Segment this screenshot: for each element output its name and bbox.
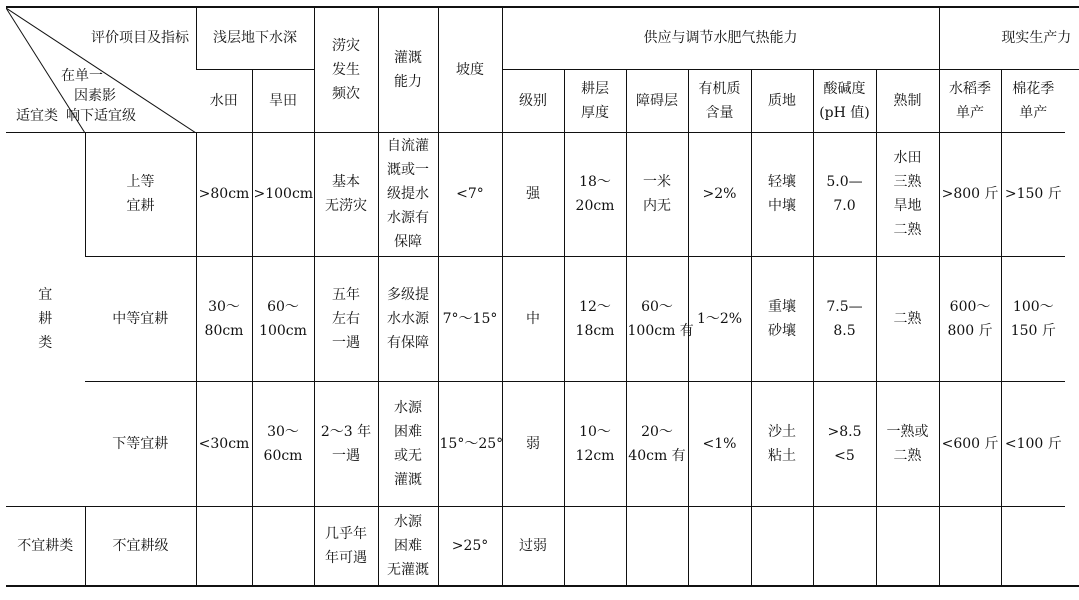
cotton-yield-cell: <100 斤 — [1001, 381, 1065, 506]
paddy-cell — [196, 506, 252, 586]
cell-text-line: 30～ — [208, 298, 240, 315]
header-text-line: 单产 — [956, 104, 985, 121]
barrier-cell — [626, 381, 688, 506]
irrigation-cell — [378, 132, 438, 256]
ph-cell — [813, 256, 876, 381]
dryland-cell — [252, 381, 314, 506]
cell-text-line: >8.5 — [827, 423, 862, 440]
header-text-line: 酸碱度 — [823, 80, 866, 97]
maturity-cell — [876, 506, 939, 586]
cell-text-line: 保障 — [394, 234, 422, 250]
header-supply-capacity: 供应与调节水肥气热能力 — [502, 7, 939, 69]
cotton-yield-cell — [1001, 506, 1065, 586]
cell-text-line: 7.0 — [833, 198, 856, 214]
cell-text-line: 无灌溉 — [387, 561, 429, 578]
cell-text-line: 100～ — [1012, 298, 1054, 315]
ph-cell — [813, 132, 876, 256]
header-text-line: 耕层 — [581, 80, 609, 97]
cell-text-line: 20～ — [641, 423, 673, 440]
rice-yield-cell: >800 斤 — [939, 132, 1001, 256]
rice-yield-cell: <600 斤 — [939, 381, 1001, 506]
cell-text-line: 水源有 — [387, 210, 429, 226]
cell-text-line: 60～ — [267, 298, 299, 315]
grade-cell — [85, 132, 196, 256]
cell-text-line: 粘土 — [768, 447, 796, 464]
plow-depth-cell — [564, 256, 626, 381]
cell-text-line: 水源 — [394, 513, 422, 530]
cell-text-line: 灌溉 — [394, 471, 422, 488]
cell-text-line: 40cm 有 — [628, 447, 686, 464]
maturity-cell: 二熟 — [876, 256, 939, 381]
cell-text-line: 一米 — [643, 174, 671, 190]
cotton-yield-cell: >150 斤 — [1001, 132, 1065, 256]
header-text-line: 发生 — [332, 61, 360, 78]
maturity-cell — [876, 132, 939, 256]
paddy-cell: <30cm — [196, 381, 252, 506]
grade-cell: 不宜耕级 — [85, 506, 196, 586]
cell-text-line: 150 斤 — [1010, 322, 1056, 339]
texture-cell — [751, 506, 813, 586]
header-text-line: 水稻季 — [949, 80, 992, 97]
level-cell: 中 — [502, 256, 564, 381]
cell-text-line: 一熟或 — [886, 423, 929, 440]
flood-cell — [314, 256, 378, 381]
table-row — [6, 506, 1079, 586]
header-text-line: 棉花季 — [1012, 80, 1055, 97]
corner-factor-label-1: 在单一 — [61, 68, 103, 84]
diagonal-corner-header — [6, 7, 196, 132]
rice-yield-cell — [939, 506, 1001, 586]
cell-text-line: 二熟 — [893, 447, 922, 464]
header-row-1 — [6, 7, 1079, 69]
grade-cell: 下等宜耕 — [85, 381, 196, 506]
cell-text-line: 上等 — [126, 174, 155, 190]
cell-text-line: 20cm — [575, 198, 615, 214]
dryland-cell: >100cm — [252, 132, 314, 256]
cell-text-line: 自流灌 — [387, 138, 429, 154]
header-slope: 坡度 — [438, 7, 502, 132]
dryland-cell — [252, 256, 314, 381]
header-organic-matter — [688, 69, 751, 132]
cell-text-line: 旱地 — [893, 198, 922, 214]
table-row — [6, 256, 1079, 381]
cell-text-line: 水田 — [893, 150, 922, 166]
slope-cell: >25° — [438, 506, 502, 586]
organic-cell: >2% — [688, 132, 751, 256]
header-text-line: 能力 — [394, 73, 422, 90]
header-barrier-layer: 障碍层 — [626, 69, 688, 132]
barrier-cell — [626, 506, 688, 586]
cell-text-line: 80cm — [204, 322, 244, 339]
header-text-line: (pH 值) — [819, 104, 870, 121]
cell-text-line: 重壤 — [768, 298, 796, 315]
cell-text-line: 100cm — [259, 322, 307, 339]
header-dryland: 旱田 — [252, 69, 314, 132]
header-maturity: 熟制 — [876, 69, 939, 132]
cell-text-line: 水源 — [394, 399, 422, 416]
cell-text-line: 有保障 — [387, 334, 429, 351]
flood-cell — [314, 506, 378, 586]
corner-factor-label-2: 因素影 — [74, 88, 116, 104]
organic-cell: 1～2% — [688, 256, 751, 381]
plow-depth-cell — [564, 132, 626, 256]
cell-text-line: 基本 — [332, 174, 360, 190]
cell-text-line: 30～ — [267, 423, 299, 440]
cell-text-line: 困难 — [394, 537, 422, 554]
cell-text-line: 砂壤 — [768, 322, 796, 339]
header-plow-depth — [564, 69, 626, 132]
organic-cell — [688, 506, 751, 586]
header-cotton-yield — [1001, 69, 1065, 132]
header-flood-frequency — [314, 7, 378, 132]
category-unsuitable: 不宜耕类 — [6, 506, 85, 586]
flood-cell — [314, 381, 378, 506]
cell-text-line: 2～3 年 — [320, 423, 372, 440]
cell-text-line: 三熟 — [893, 174, 922, 190]
header-productivity: 现实生产力 — [939, 7, 1079, 69]
cell-text-line: 10～ — [579, 423, 611, 440]
header-ph — [813, 69, 876, 132]
cell-text-line: 轻壤 — [768, 174, 796, 190]
irrigation-cell — [378, 506, 438, 586]
slope-cell: 7°～15° — [438, 256, 502, 381]
category-text-line: 宜 — [38, 287, 53, 303]
header-text-line: 单产 — [1019, 104, 1048, 121]
cell-text-line: 一遇 — [332, 334, 360, 351]
header-text-line: 灌溉 — [394, 49, 422, 66]
header-text-line: 厚度 — [581, 104, 609, 121]
cell-text-line: 中壤 — [768, 198, 796, 214]
cotton-yield-cell — [1001, 256, 1065, 381]
barrier-cell — [626, 132, 688, 256]
cell-text-line: 二熟 — [893, 222, 922, 238]
cell-text-line: 几乎年 — [325, 525, 367, 542]
cell-text-line: 18～ — [579, 174, 611, 190]
slope-cell: 15°～25° — [438, 381, 502, 506]
texture-cell — [751, 132, 813, 256]
header-irrigation — [378, 7, 438, 132]
cell-text-line: 或无 — [394, 447, 422, 464]
cell-text-line: 100cm 有 — [627, 322, 694, 339]
table-row — [6, 132, 1079, 256]
irrigation-cell — [378, 381, 438, 506]
cell-text-line: 多级提 — [387, 286, 429, 303]
paddy-cell — [196, 256, 252, 381]
texture-cell — [751, 256, 813, 381]
irrigation-cell — [378, 256, 438, 381]
header-level: 级别 — [502, 69, 564, 132]
level-cell: 强 — [502, 132, 564, 256]
dryland-cell — [252, 506, 314, 586]
cell-text-line: 12～ — [579, 298, 611, 315]
cell-text-line: 溉或一 — [387, 162, 429, 178]
header-groundwater: 浅层地下水深 — [196, 7, 314, 69]
header-text-line: 频次 — [332, 85, 360, 102]
cell-text-line: 年可遇 — [325, 549, 367, 566]
cell-text-line: 一遇 — [332, 447, 360, 464]
cell-text-line: 内无 — [643, 198, 671, 214]
ph-cell — [813, 381, 876, 506]
flood-cell — [314, 132, 378, 256]
cell-text-line: 左右 — [332, 310, 360, 327]
cell-text-line: 级提水 — [387, 186, 429, 202]
cell-text-line: <5 — [834, 447, 855, 464]
organic-cell: <1% — [688, 381, 751, 506]
paddy-cell: >80cm — [196, 132, 252, 256]
level-cell: 弱 — [502, 381, 564, 506]
barrier-cell — [626, 256, 694, 381]
plow-depth-cell — [564, 506, 626, 586]
texture-cell — [751, 381, 813, 506]
corner-item-label: 评价项目及指标 — [91, 30, 189, 46]
header-paddy: 水田 — [196, 69, 252, 132]
maturity-cell — [876, 381, 939, 506]
cell-text-line: 宜耕 — [126, 198, 155, 214]
cell-text-line: 60～ — [641, 298, 673, 315]
cell-text-line: 8.5 — [833, 322, 856, 339]
cell-text-line: 600～ — [949, 298, 991, 315]
header-text-line: 涝灾 — [332, 37, 360, 54]
cell-text-line: 60cm — [263, 447, 303, 464]
grade-cell: 中等宜耕 — [85, 256, 196, 381]
ph-cell — [813, 506, 876, 586]
cell-text-line: 800 斤 — [947, 322, 993, 339]
cell-text-line: 五年 — [332, 286, 360, 303]
cell-text-line: 12cm — [575, 447, 615, 464]
cell-text-line: 5.0— — [826, 174, 863, 190]
cell-text-line: 无涝灾 — [325, 198, 367, 214]
plow-depth-cell — [564, 381, 626, 506]
cell-text-line: 沙土 — [768, 423, 796, 440]
header-text-line: 有机质 — [698, 80, 741, 97]
header-rice-yield — [939, 69, 1001, 132]
level-cell: 过弱 — [502, 506, 564, 586]
corner-category-label: 适宜类 — [16, 108, 58, 124]
header-texture: 质地 — [751, 69, 813, 132]
cell-text-line: 水水源 — [387, 310, 429, 327]
slope-cell: <7° — [438, 132, 502, 256]
land-suitability-grading-table — [6, 6, 1079, 587]
category-text-line: 耕 — [38, 311, 53, 327]
cell-text-line: 困难 — [394, 423, 422, 440]
header-text-line: 含量 — [705, 104, 734, 121]
category-text-line: 类 — [38, 335, 53, 351]
cell-text-line: 7.5— — [826, 298, 863, 315]
table-row — [6, 381, 1079, 506]
rice-yield-cell — [939, 256, 1001, 381]
cell-text-line: 18cm — [575, 322, 615, 339]
category-suitable — [6, 132, 85, 506]
corner-factor-label-3: 响下适宜级 — [66, 108, 136, 124]
